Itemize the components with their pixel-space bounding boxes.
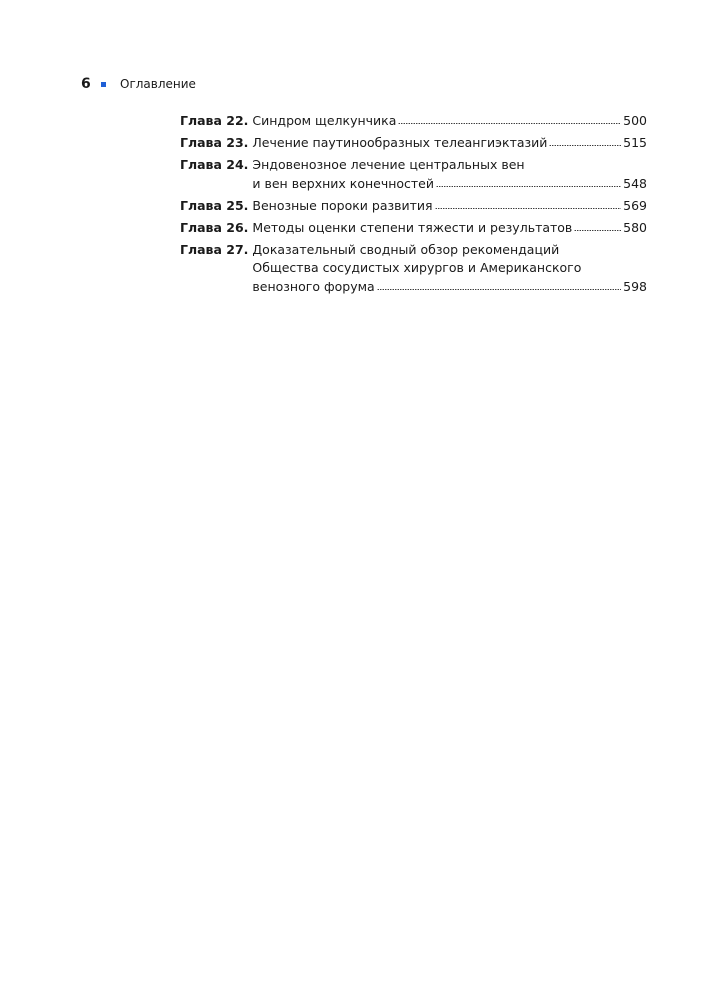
chapter-title xyxy=(252,241,647,297)
toc-entry[interactable] xyxy=(180,112,647,131)
dot-leader xyxy=(398,114,621,125)
title-line xyxy=(252,197,647,216)
dot-leader xyxy=(574,221,621,232)
title-line xyxy=(252,134,647,153)
title-line xyxy=(252,259,647,278)
chapter-title xyxy=(252,156,647,193)
title-line xyxy=(252,219,647,238)
dot-leader xyxy=(435,199,622,210)
chapter-title xyxy=(252,219,647,238)
chapter-label: Глава 24. xyxy=(180,157,249,172)
title-line xyxy=(252,112,647,131)
chapter-title xyxy=(252,112,647,131)
title-text: Общества сосудистых хирургов и Американского xyxy=(252,260,582,275)
title-line xyxy=(252,175,647,194)
title-text: Методы оценки степени тяжести и результатов xyxy=(252,219,573,235)
dot-leader xyxy=(436,177,621,188)
title-text: венозного форума xyxy=(252,278,375,294)
chapter-label: Глава 25. xyxy=(180,197,249,213)
page-reference: 598 xyxy=(623,278,647,294)
dot-leader xyxy=(549,136,621,147)
section-title: Оглавление xyxy=(120,77,196,91)
title-text: Синдром щелкунчика xyxy=(252,113,397,128)
title-line xyxy=(252,241,647,260)
title-text: Венозные пороки развития xyxy=(252,197,433,213)
title-line xyxy=(252,278,647,297)
toc-entry[interactable] xyxy=(180,241,647,297)
dot-leader xyxy=(377,280,621,291)
toc-entry[interactable] xyxy=(180,197,647,216)
running-head xyxy=(81,75,196,93)
chapter-label: Глава 26. xyxy=(180,219,249,235)
page-reference: 548 xyxy=(623,175,647,191)
toc-entry[interactable] xyxy=(180,219,647,238)
title-text: Доказательный сводный обзор рекомендаций xyxy=(252,241,560,257)
title-text: Лечение паутинообразных телеангиэктазий xyxy=(252,135,548,150)
title-text: Эндовенозное лечение центральных вен xyxy=(252,157,525,172)
table-of-contents xyxy=(180,112,647,296)
square-bullet-icon xyxy=(101,82,106,87)
toc-entry[interactable] xyxy=(180,156,647,193)
title-line xyxy=(252,156,647,175)
chapter-label: Глава 27. xyxy=(180,241,249,257)
page-reference: 580 xyxy=(623,219,647,235)
chapter-label: Глава 23. xyxy=(180,135,249,150)
toc-entry[interactable] xyxy=(180,134,647,153)
chapter-title xyxy=(252,134,647,153)
page-reference: 500 xyxy=(623,113,647,128)
chapter-label: Глава 22. xyxy=(180,113,249,128)
title-text: и вен верхних конечностей xyxy=(252,175,434,191)
chapter-title xyxy=(252,197,647,216)
page-reference: 569 xyxy=(623,197,647,213)
page-reference: 515 xyxy=(623,135,647,150)
page-number: 6 xyxy=(81,76,91,92)
